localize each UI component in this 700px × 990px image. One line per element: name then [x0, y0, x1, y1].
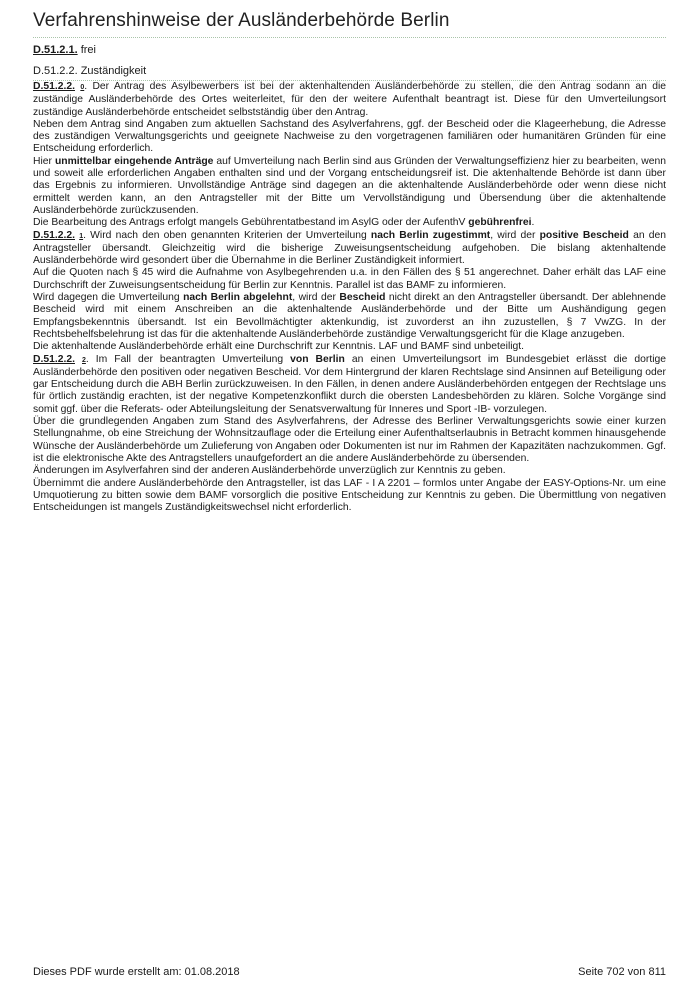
paragraph	[33, 217, 666, 229]
section-code: D.51.2.1.	[33, 44, 78, 56]
section-code: D.51.2.2.	[33, 353, 75, 365]
text-run: . Im Fall der beantragten Umverteilung	[85, 353, 291, 365]
text-run: nicht direkt an den Antragsteller übersandt. Der ablehnende Bescheid wird mit einem Anschreiben an die aktenhaltende Ausländerbehörde und der Bitte um Aushändigung gegen Empfangsbekenntnis übersandt. Ist ein Bevollmächtigter aktenkundig, ist zuvorderst an ihn zuzustellen, § 7 VwZG. In der Rechtsbehelfsbelehrung ist das für die aktenhaltende Ausländerbehörde zuständige Verwaltungsgericht für die Klage anzugeben.	[33, 292, 667, 340]
bold-text: Bescheid	[339, 292, 386, 304]
section-code: D.51.2.2.	[33, 81, 75, 92]
section-text: frei	[77, 44, 96, 56]
bold-text: gebührenfrei	[468, 217, 532, 229]
section-sub-number: 0	[80, 84, 85, 91]
paragraph: Über die grundlegenden Angaben zum Stand des Asylverfahrens, der Adresse des Berliner Verwaltungsgerichts sowie einer kurzen Stellungnahme, ob eine Streichung der Wohnsitzauflage oder die Erteilung einer Aufenthaltserlaubnis in Betracht kommen hinausgehende Wünsche der Ausländerbehörde um Zulieferung von Angaben oder Dokumenten ist nur im Rahmen der Kapazitäten nachzukommen. Ggf. ist die elektronische Akte des Antragstellers unaufgefordert an die andere Ausländerbehörde zu übersenden.	[33, 416, 666, 464]
text-run: an den Antragsteller übersandt. Gleichzeitig wird die bisherige Zuweisungsentscheidung aufgehoben. Die bislang aktenhaltende Ausländerbehörde wird gesondert über die Übernahme in die Berliner Zuständigkeit informiert.	[33, 229, 667, 267]
text-run: , wird der	[292, 292, 340, 304]
footer-page-number: Seite 702 von 811	[578, 966, 666, 978]
text-run: Die Bearbeitung des Antrags erfolgt mangels Gebührentatbestand im AsylG oder der AufenthV	[33, 217, 469, 229]
footer-created-date: Dieses PDF wurde erstellt am: 01.08.2018	[33, 966, 240, 978]
text-run: , wird der	[490, 229, 540, 241]
section-sub-number: 1	[79, 232, 84, 240]
text-run: an einen Umverteilungsort im Bundesgebiet erlässt die dortige Ausländerbehörde den positiven oder negativen Bescheid. Vor dem Hintergrund der klaren Rechtslage sind Ansinnen auf Beteiligung oder gar Entscheidung durch die ABH Berlin zurückzuweisen. In den Fällen, in denen andere Ausländerbehörden entgegen der Rechtslage uns für örtlich zuständig erachten, ist der negative Kompetenzkonflikt durch die obersten Landesbehörden zu klären. Solche Vorgänge sind somit ggf. über die Referats- oder Abteilungsleitung der Senatsverwaltung für Inneres und Sport -IB- vorzulegen.	[33, 353, 667, 415]
title-divider	[33, 37, 666, 38]
bold-text: nach Berlin abgelehnt	[183, 292, 293, 304]
text-run: auf Umverteilung nach Berlin sind aus Gründen der Verwaltungseffizienz hier zu bearbeiten, wenn und soweit alle erforderlichen Angaben enthalten sind und der Vorgang entscheidungsreif ist. Die aktenhaltende Behörde ist dann über das Ergebnis zu informieren. Unvollständige Anträge sind dagegen an die aktenhaltende Ausländerbehörde oder wenn diese nicht ermittelt werden kann, an den Antragsteller mit der Bitte um Vervollständigung und Übersendung über die aktenhaltende Ausländerbehörde zurückzusenden.	[33, 155, 666, 216]
document-body	[33, 81, 666, 514]
paragraph: Die aktenhaltende Ausländerbehörde erhält eine Durchschrift zur Kenntnis. LAF und BAMF sind unbeteiligt.	[33, 341, 525, 353]
text-run: Wird dagegen die Umverteilung	[33, 292, 184, 304]
page-title: Verfahrenshinweise der Ausländerbehörde Berlin	[33, 10, 450, 31]
bold-text: positive Bescheid	[539, 229, 629, 241]
text-run: . Wird nach den oben genannten Kriterien der Umverteilung	[83, 229, 371, 241]
bold-text: unmittelbar eingehende Anträge	[54, 155, 214, 167]
text-run: .	[531, 217, 535, 229]
section-code: D.51.2.2.	[33, 229, 75, 241]
paragraph: Auf die Quoten nach § 45 wird die Aufnahme von Asylbegehrenden u.a. in den Fällen des § 51 angerechnet. Daher erhält das LAF eine Durchschrift der Zuweisungsentscheidung für Berlin zur Kenntnis. Parallel ist das BAMF zu informieren.	[33, 267, 666, 291]
paragraph: Änderungen im Asylverfahren sind der anderen Ausländerbehörde unverzüglich zur Kenntnis zu geben.	[33, 465, 506, 477]
section-heading-zustaendigkeit: D.51.2.2. Zuständigkeit	[33, 65, 147, 77]
paragraph: Übernimmt die andere Ausländerbehörde den Antragsteller, ist das LAF - I A 2201 – formlos unter Angabe der EASY-Options-Nr. um eine Umquotierung zu bitten sowie dem BAMF vorsorglich die positive Entscheidung zur Kenntnis zu geben. Die Übermittlung von negativen Entscheidungen ist mangels Zuständigkeitswechsel nicht erforderlich.	[33, 477, 666, 514]
paragraph-text: . Der Antrag des Asylbewerbers ist bei der aktenhaltenden Ausländerbehörde zu stellen, die den Antrag sodann an die zuständige Ausländerbehörde des Ortes weiterleitet, für den der weitere Aufenthalt beantragt ist. Diese für den Umverteilungsort zuständige Ausländerbehörde entscheidet selbstständig über den Antrag.	[33, 81, 667, 118]
paragraph	[33, 81, 666, 119]
paragraph	[33, 292, 666, 341]
section-sub-number: 2	[82, 356, 86, 364]
text-run: Hier	[33, 155, 55, 167]
paragraph: Neben dem Antrag sind Angaben zum aktuellen Sachstand des Asylverfahrens, ggf. der Bescheid oder die Klageerhebung, die Adresse des zuständigen Verwaltungsgerichts und geeignete Nachweise zu den vorgetragenen familiären oder humanitären Gründen für eine Entscheidung erforderlich.	[33, 118, 666, 155]
bold-text: von Berlin	[290, 353, 345, 365]
paragraph	[33, 156, 666, 217]
section-frei	[33, 44, 96, 57]
paragraph	[33, 230, 666, 268]
bold-text: nach Berlin zugestimmt	[370, 229, 491, 241]
paragraph	[33, 354, 666, 416]
